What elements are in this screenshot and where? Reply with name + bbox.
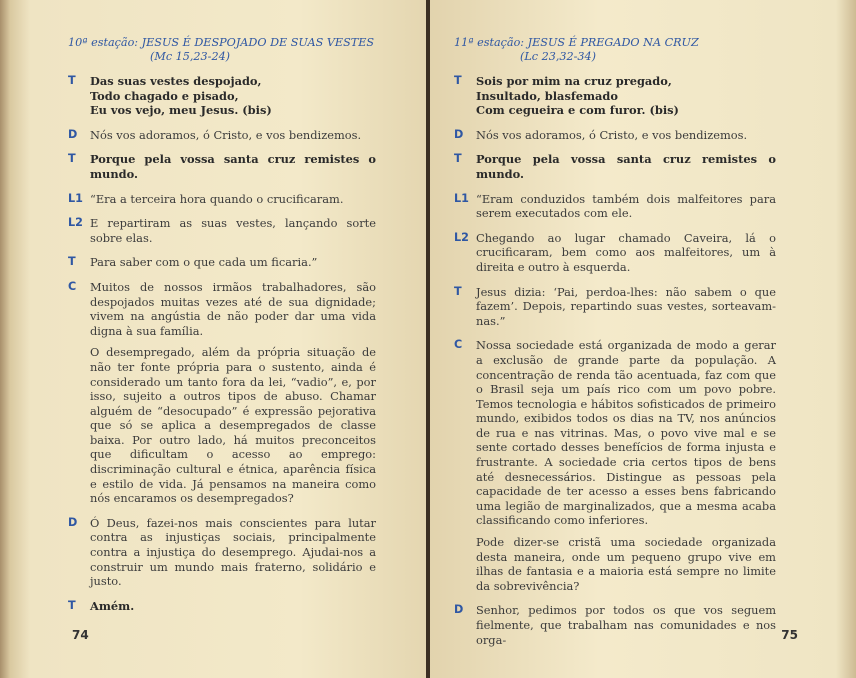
speaker-mark: D <box>454 127 464 141</box>
speaker-mark: D <box>454 603 464 617</box>
left-page-content <box>68 36 376 623</box>
paragraph: Das suas vestes despojado, Todo chagado e pisado, Eu vos vejo, meu Jesus. (bis) <box>90 74 272 118</box>
liturgy-entry <box>68 128 376 143</box>
speaker-mark: L2 <box>454 230 469 244</box>
liturgy-entry <box>68 216 376 245</box>
entry-text <box>476 285 776 329</box>
paragraph: Porque pela vossa santa cruz remistes o mundo. <box>476 152 776 181</box>
entries <box>68 74 376 613</box>
speaker-mark: D <box>68 127 78 141</box>
scripture-reference: (Mc 15,23-24) <box>150 50 231 63</box>
liturgy-entry <box>454 231 776 275</box>
entry-text <box>90 599 376 614</box>
entry-text <box>90 516 376 589</box>
speaker-mark: T <box>68 598 76 612</box>
speaker-mark: L2 <box>68 216 83 230</box>
paragraph: Porque pela vossa santa cruz remistes o mundo. <box>90 152 376 181</box>
speaker-mark: L1 <box>68 191 83 205</box>
paragraph: E repartiram as suas vestes, lançando sorte sobre elas. <box>90 216 376 245</box>
speaker-mark: C <box>68 279 77 293</box>
liturgy-entry <box>454 285 776 329</box>
entry-text <box>476 231 776 275</box>
entry-text <box>476 74 776 118</box>
right-page <box>428 0 856 678</box>
liturgy-entry <box>454 192 776 221</box>
paragraph: “Eram conduzidos também dois malfeitores para serem executados com ele. <box>476 191 776 221</box>
liturgy-entry <box>454 152 776 181</box>
liturgy-entry <box>68 280 376 506</box>
paragraph: Amém. <box>90 598 135 613</box>
speaker-mark: T <box>454 74 462 87</box>
scripture-reference: (Lc 23,32-34) <box>520 50 597 63</box>
speaker-mark: T <box>454 152 462 166</box>
liturgy-entry <box>454 603 776 647</box>
liturgy-entry <box>454 74 776 118</box>
entry-text <box>476 192 776 221</box>
paragraph: Ó Deus, fazei-nos mais conscientes para lutar contra as injustiças sociais, principalmente contra a injustiça do desemprego. Ajudai-nos a construir um mundo mais fraterno, solidário e justo. <box>90 515 376 589</box>
station-title: 11ª estação: JESUS É PREGADO NA CRUZ <box>454 36 699 49</box>
book-gutter <box>426 0 430 678</box>
entry-text <box>476 152 776 181</box>
paragraph: Nós vos adoramos, ó Cristo, e vos bendizemos. <box>90 127 362 142</box>
liturgy-entry <box>68 152 376 181</box>
speaker-mark: L1 <box>454 191 469 205</box>
page-number: 75 <box>781 628 798 642</box>
liturgy-entry <box>68 599 376 614</box>
paragraph: O desempregado, além da própria situação de não ter fonte própria para o sustento, ainda é considerado um tanto fora da lei, “vadio”, e, por isso, sujeito a outros tipos de abuso. Chamar alguém de “desocupado” é expressão pejorativa que só se aplica a desempregados de classe baixa. Por outro lado, há muitos preconceitos que dificultam o acesso ao emprego: discriminação cultural e étnica, aparência física e estilo de vida. Já pensamos na maneira como nós encaramos os desempregados? <box>90 345 376 506</box>
liturgy-entry <box>454 338 776 593</box>
speaker-mark: T <box>454 284 462 298</box>
paragraph: Chegando ao lugar chamado Caveira, lá o crucificaram, bem como aos malfeitores, um à direita e outro à esquerda. <box>476 230 776 274</box>
entry-text <box>90 152 376 181</box>
entries <box>454 74 776 647</box>
entry-text <box>90 216 376 245</box>
station-heading <box>68 36 376 64</box>
entry-text <box>476 128 776 143</box>
liturgy-entry <box>68 74 376 118</box>
entry-text <box>90 192 376 207</box>
speaker-mark: T <box>68 74 76 87</box>
entry-text <box>90 280 376 506</box>
page-number: 74 <box>72 628 89 642</box>
paragraph: Pode dizer-se cristã uma sociedade organizada desta maneira, onde um pequeno grupo vive em ilhas de fantasia e a maioria está sempre no limite da sobrevivência? <box>476 535 776 593</box>
paragraph: Senhor, pedimos por todos os que vos seguem fielmente, que trabalham nas comunidades e nos orga- <box>476 603 776 647</box>
speaker-mark: T <box>68 152 76 166</box>
entry-text <box>476 338 776 593</box>
station-title: 10ª estação: JESUS É DESPOJADO DE SUAS VESTES <box>68 36 375 49</box>
station-heading <box>454 36 776 64</box>
paragraph: Para saber com o que cada um ficaria.” <box>90 255 318 270</box>
speaker-mark: T <box>68 255 76 269</box>
paragraph: Sois por mim na cruz pregado, Insultado, blasfemado Com cegueira e com furor. (bis) <box>476 74 679 118</box>
liturgy-entry <box>454 128 776 143</box>
paragraph: Nós vos adoramos, ó Cristo, e vos bendizemos. <box>476 127 748 142</box>
entry-text <box>90 128 376 143</box>
paragraph: “Era a terceira hora quando o crucificaram. <box>90 191 344 206</box>
liturgy-entry <box>68 516 376 589</box>
speaker-mark: D <box>68 515 78 529</box>
liturgy-entry <box>68 255 376 270</box>
right-page-content <box>454 36 776 657</box>
paragraph: Muitos de nossos irmãos trabalhadores, são despojados muitas vezes até de sua dignidade; vivem na angústia de não poder dar uma vida digna à sua família. <box>90 279 376 338</box>
speaker-mark: C <box>454 338 463 352</box>
entry-text <box>476 603 776 647</box>
entry-text <box>90 255 376 270</box>
paragraph: Nossa sociedade está organizada de modo a gerar a exclusão de grande parte da população. A concentração de renda tão acentuada, faz com que o Brasil seja um país rico com um povo pobre. Temos tecnologia e hábitos sofisticados de primeiro mundo, exibidos todos os dias na TV, nos anúncios de rua e nas vitrinas. Mas, o povo vive mal e se sente cortado desses benefícios de forma injusta e frustrante. A sociedade cria certos tipos de bens até desnecessários. Distingue as pessoas pela capacidade de ter acesso a esses bens fabricando uma legião de marginalizados, que a mesma acaba classificando como inferiores. <box>476 338 776 528</box>
entry-text <box>90 74 376 118</box>
liturgy-entry <box>68 192 376 207</box>
paragraph: Jesus dizia: ‘Pai, perdoa-lhes: não sabem o que fazem’. Depois, repartindo suas vestes, sorteavam-nas.” <box>476 284 776 328</box>
